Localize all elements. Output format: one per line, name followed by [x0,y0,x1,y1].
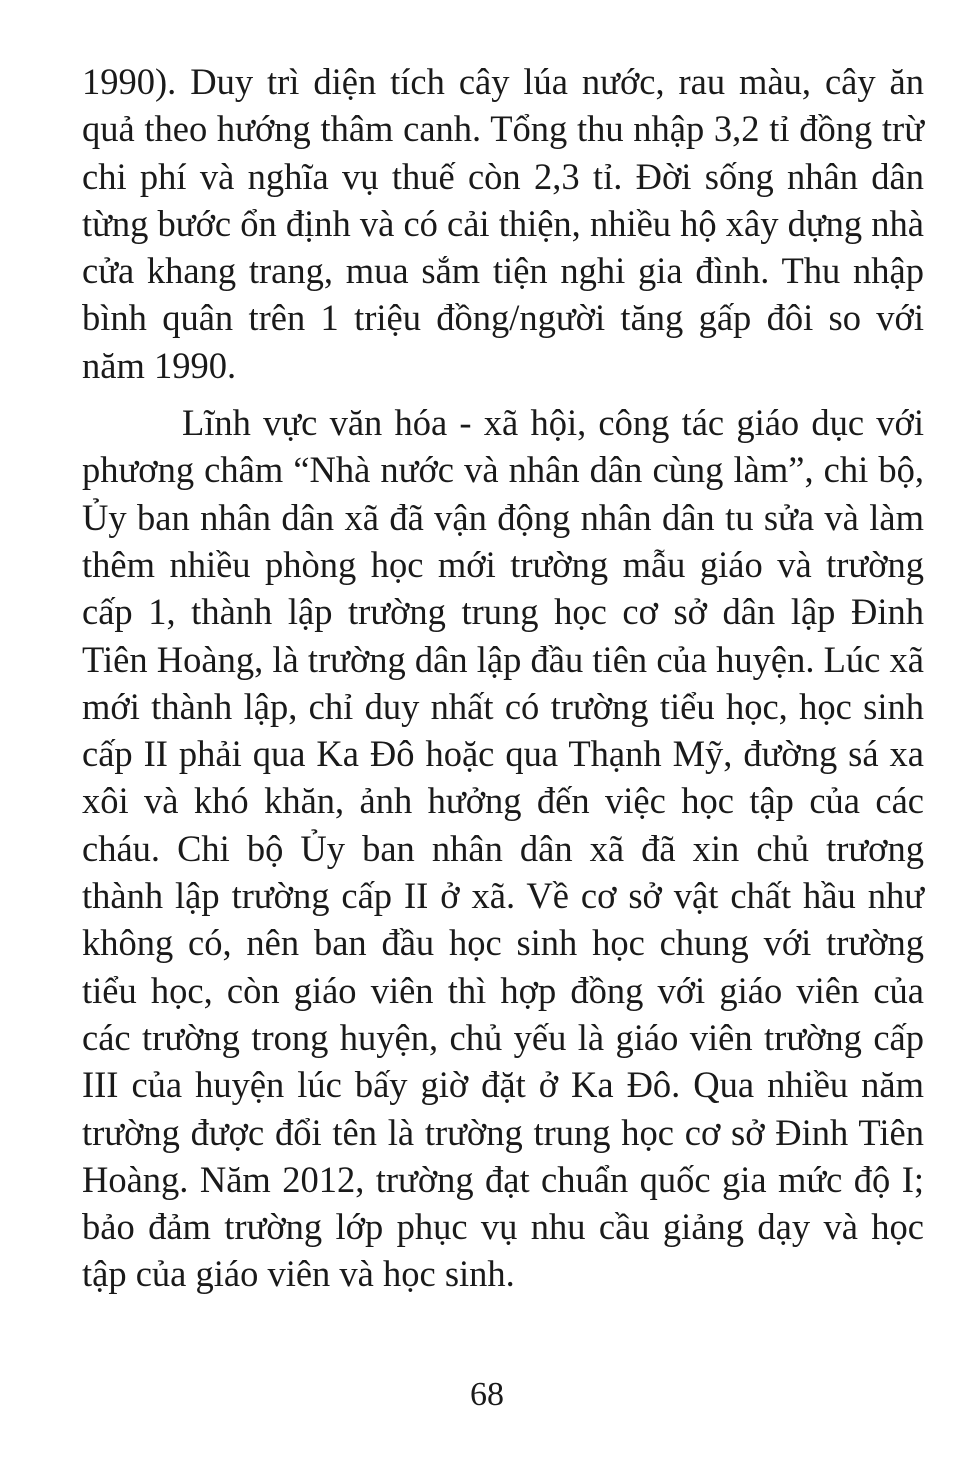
body-text [82,58,924,1298]
paragraph-education: Lĩnh vực văn hóa - xã hội, công tác giáo dục với phương châm “Nhà nước và nhân dân cùng làm”, chi bộ, Ủy ban nhân dân xã đã vận động nhân dân tu sửa và làm thêm nhiều phòng học mới trường mẫu giáo và trường cấp 1, thành lập trường trung học cơ sở dân lập Đinh Tiên Hoàng, là trường dân lập đầu tiên của huyện. Lúc xã mới thành lập, chỉ duy nhất có trường tiểu học, học sinh cấp II phải qua Ka Đô hoặc qua Thạnh Mỹ, đường sá xa xôi và khó khăn, ảnh hưởng đến việc học tập của các cháu. Chi bộ Ủy ban nhân dân xã đã xin chủ trương thành lập trường cấp II ở xã. Về cơ sở vật chất hầu như không có, nên ban đầu học sinh học chung với trường tiểu học, còn giáo viên thì hợp đồng với giáo viên của các trường trong huyện, chủ yếu là giáo viên trường cấp III của huyện lúc bấy giờ đặt ở Ka Đô. Qua nhiều năm trường được đổi tên là trường trung học cơ sở Đinh Tiên Hoàng. Năm 2012, trường đạt chuẩn quốc gia mức độ I; bảo đảm trường lớp phục vụ nhu cầu giảng dạy và học tập của giáo viên và học sinh. [82,402,924,1295]
page-number: 68 [470,1376,504,1413]
paragraph-economy: 1990). Duy trì diện tích cây lúa nước, rau màu, cây ăn quả theo hướng thâm canh. Tổng thu nhập 3,2 tỉ đồng trừ chi phí và nghĩa vụ thuế còn 2,3 tỉ. Đời sống nhân dân từng bước ổn định và có cải thiện, nhiều hộ xây dựng nhà cửa khang trang, mua sắm tiện nghi gia đình. Thu nhập bình quân trên 1 triệu đồng/người tăng gấp đôi so với năm 1990. [82,61,924,386]
